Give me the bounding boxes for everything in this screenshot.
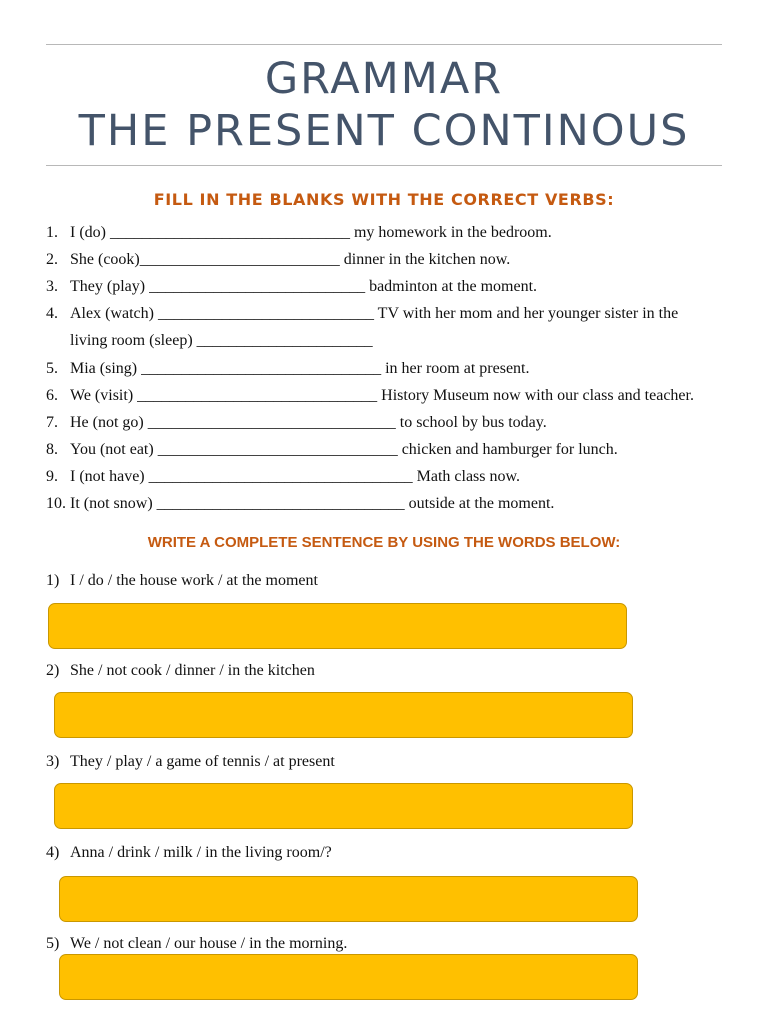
item-text: I (not have) _________________________________ Math class now. — [70, 468, 521, 485]
list-item — [46, 273, 736, 300]
item-number: 3) — [46, 753, 60, 770]
prompt-text: I / do / the house work / at the moment — [70, 572, 318, 589]
item-text: We (visit) ______________________________ History Museum now with our class and teacher. — [70, 387, 694, 404]
sentence-prompt — [46, 571, 318, 591]
item-number: 5) — [46, 935, 60, 952]
sentence-prompt — [46, 752, 335, 772]
list-item — [46, 246, 736, 273]
sentence-prompt — [46, 934, 347, 954]
list-item — [46, 382, 736, 409]
exercise2-heading: WRITE A COMPLETE SENTENCE BY USING THE WORDS BELOW: — [147, 534, 621, 551]
item-text: Mia (sing) ______________________________ in her room at present. — [70, 360, 530, 377]
item-text: Alex (watch) ___________________________ TV with her mom and her younger sister in the — [70, 305, 679, 322]
answer-box[interactable] — [54, 692, 633, 738]
list-item — [46, 219, 736, 246]
item-number: 2. — [46, 251, 58, 268]
item-number: 8. — [46, 441, 58, 458]
top-divider — [46, 44, 722, 45]
prompt-text: Anna / drink / milk / in the living room/? — [70, 844, 332, 861]
exercise1-heading: FILL IN THE BLANKS WITH THE CORRECT VERBS: — [153, 190, 615, 209]
bottom-divider — [46, 165, 722, 166]
item-number: 1) — [46, 572, 60, 589]
page-title-line1: GRAMMAR — [264, 54, 504, 104]
item-number: 1. — [46, 224, 58, 241]
item-number: 4) — [46, 844, 60, 861]
item-text-continued: living room (sleep) ______________________ — [70, 332, 373, 349]
sentence-prompt — [46, 843, 332, 863]
list-item — [46, 463, 736, 490]
sentence-prompt — [46, 661, 315, 681]
item-number: 4. — [46, 305, 58, 322]
item-number: 2) — [46, 662, 60, 679]
answer-box[interactable] — [59, 876, 638, 922]
item-number: 9. — [46, 468, 58, 485]
page-title-line2: THE PRESENT CONTINOUS — [78, 106, 690, 156]
answer-box[interactable] — [59, 954, 638, 1000]
item-text: It (not snow) _______________________________ outside at the moment. — [70, 495, 555, 512]
answer-box[interactable] — [48, 603, 627, 649]
item-text: She (cook)_________________________ dinner in the kitchen now. — [70, 251, 511, 268]
item-text: He (not go) _______________________________ to school by bus today. — [70, 414, 547, 431]
list-item — [46, 409, 736, 436]
prompt-text: They / play / a game of tennis / at present — [70, 753, 335, 770]
prompt-text: We / not clean / our house / in the morning. — [70, 935, 348, 952]
list-item — [46, 355, 736, 382]
item-number: 7. — [46, 414, 58, 431]
item-text: I (do) ______________________________ my homework in the bedroom. — [70, 224, 552, 241]
item-number: 5. — [46, 360, 58, 377]
item-number: 10. — [46, 495, 66, 512]
list-item — [46, 300, 736, 354]
prompt-text: She / not cook / dinner / in the kitchen — [70, 662, 315, 679]
answer-box[interactable] — [54, 783, 633, 829]
list-item — [46, 436, 736, 463]
item-number: 6. — [46, 387, 58, 404]
item-text: You (not eat) ______________________________ chicken and hamburger for lunch. — [70, 441, 618, 458]
item-text: They (play) ___________________________ badminton at the moment. — [70, 278, 538, 295]
list-item — [46, 490, 736, 517]
item-number: 3. — [46, 278, 58, 295]
